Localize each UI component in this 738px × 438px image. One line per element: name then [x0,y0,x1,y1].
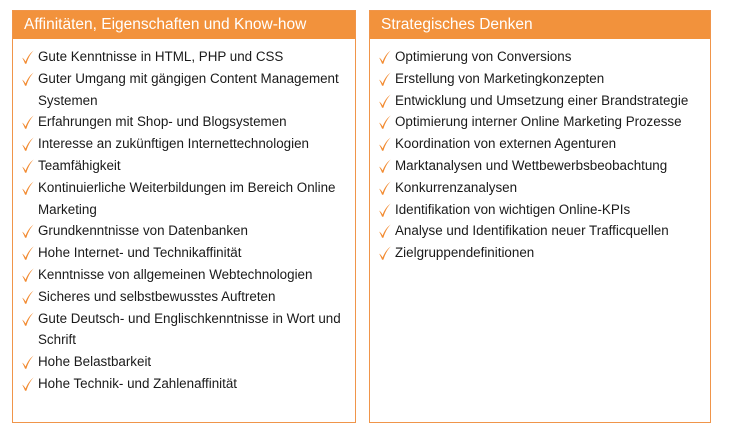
list-item-text: Gute Kenntnisse in HTML, PHP und CSS [38,49,284,64]
list-item [13,177,355,221]
checkmark-icon [378,49,392,65]
list-item [13,373,355,395]
list-item-text: Kenntnisse von allgemeinen Webtechnologien [38,266,313,282]
skills-panel-title: Affinitäten, Eigenschaften und Know-how [13,11,355,39]
checkmark-icon [21,289,35,305]
checkmark-icon [378,71,392,87]
list-item [13,264,355,286]
strategy-list [370,39,710,264]
list-item [370,68,710,90]
list-item [13,308,355,352]
list-item-text: Optimierung interner Online Marketing Prozesse [395,114,682,130]
checkmark-icon [378,202,392,218]
list-item-text: Erfahrungen mit Shop- und Blogsystemen [38,114,287,130]
checkmark-icon [21,49,35,65]
list-item-text: Optimierung von Conversions [395,49,572,64]
checkmark-icon [21,223,35,239]
list-item-text: Teamfähigkeit [38,157,121,173]
strategy-panel [369,10,711,423]
list-item-text: Marktanalysen und Wettbewerbsbeobachtung [395,157,668,173]
list-item-text: Grundkenntnisse von Datenbanken [38,223,248,239]
checkmark-icon [21,376,35,392]
list-item-text: Konkurrenzanalysen [395,179,518,195]
list-item-text: Hohe Belastbarkeit [38,354,152,370]
skills-list [13,39,355,395]
list-item [13,351,355,373]
list-item-text: Hohe Technik- und Zahlenaffinität [38,375,238,391]
list-item [13,286,355,308]
checkmark-icon [21,136,35,152]
list-item [370,220,710,242]
list-item-text: Gute Deutsch- und Englischkenntnisse in Wort und Schrift [38,310,341,348]
list-item [370,133,710,155]
list-item-text: Entwicklung und Umsetzung einer Brandstrategie [395,92,689,108]
list-item-text: Guter Umgang mit gängigen Content Management Systemen [38,70,339,108]
checkmark-icon [378,158,392,174]
checkmark-icon [21,354,35,370]
list-item [370,155,710,177]
checkmark-icon [378,245,392,261]
checkmark-icon [21,71,35,87]
list-item-text: Erstellung von Marketingkonzepten [395,70,605,86]
list-item [13,46,355,68]
list-item [13,133,355,155]
skills-panel [12,10,356,423]
checkmark-icon [378,180,392,196]
checkmark-icon [378,93,392,109]
list-item [370,177,710,199]
checkmark-icon [21,267,35,283]
checkmark-icon [21,180,35,196]
list-item-text: Interesse an zukünftigen Internettechnologien [38,136,309,152]
list-item-text: Zielgruppendefinitionen [395,245,535,261]
list-item [370,199,710,221]
checkmark-icon [21,158,35,174]
strategy-panel-title: Strategisches Denken [370,11,710,39]
list-item [370,111,710,133]
list-item [13,68,355,112]
checkmark-icon [378,114,392,130]
list-item [13,155,355,177]
list-item-text: Analyse und Identifikation neuer Trafficquellen [395,223,669,239]
list-item [370,90,710,112]
checkmark-icon [21,311,35,327]
checkmark-icon [21,245,35,261]
list-item-text: Kontinuierliche Weiterbildungen im Bereich Online Marketing [38,179,336,217]
checkmark-icon [378,223,392,239]
list-item-text: Hohe Internet- und Technikaffinität [38,245,242,261]
list-item [13,242,355,264]
list-item-text: Sicheres und selbstbewusstes Auftreten [38,288,276,304]
list-item [370,46,710,68]
list-item [13,220,355,242]
list-item [13,111,355,133]
checkmark-icon [378,136,392,152]
checkmark-icon [21,114,35,130]
list-item [370,242,710,264]
list-item-text: Identifikation von wichtigen Online-KPIs [395,201,631,217]
list-item-text: Koordination von externen Agenturen [395,136,617,152]
